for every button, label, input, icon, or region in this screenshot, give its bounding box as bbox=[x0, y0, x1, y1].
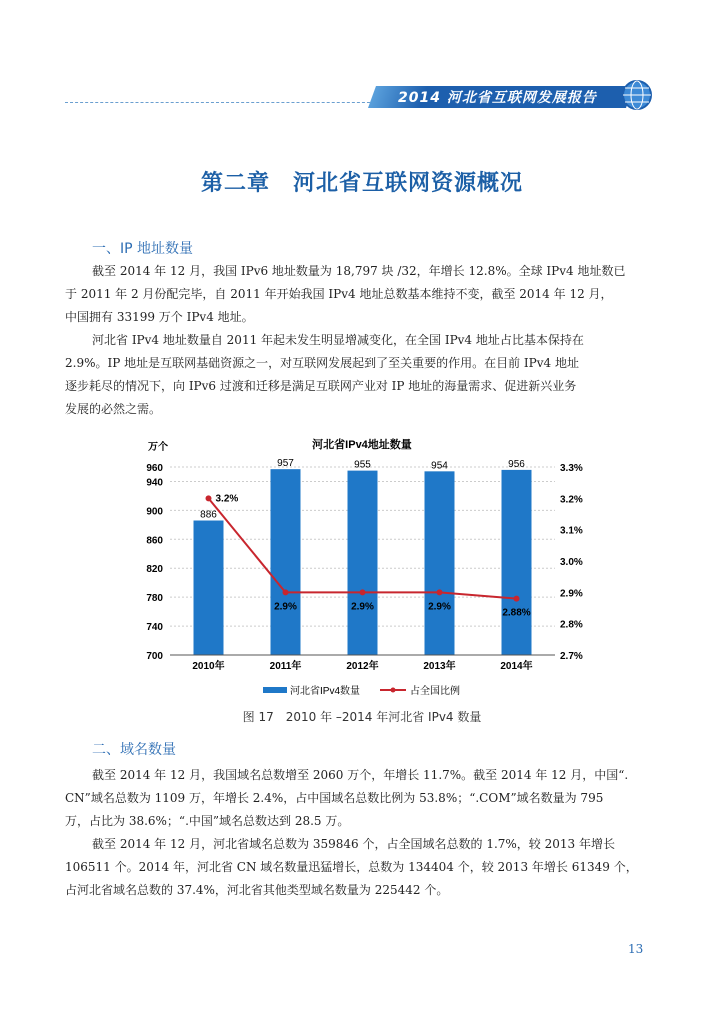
x-tick-label: 2010年 bbox=[192, 661, 225, 672]
page-number: 13 bbox=[628, 942, 644, 956]
y2-tick-label: 2.8% bbox=[560, 619, 583, 631]
text-line: 发展的必然之需。 bbox=[65, 402, 162, 416]
paragraph bbox=[65, 764, 661, 833]
bar bbox=[271, 469, 301, 655]
ratio-point bbox=[437, 589, 443, 595]
ratio-point bbox=[206, 495, 212, 501]
x-tick-label: 2014年 bbox=[500, 661, 533, 672]
legend-bar-label: 河北省IPv4数量 bbox=[290, 686, 361, 697]
text-line: 2.9%。IP 地址是互联网基础资源之一，对互联网发展起到了至关重要的作用。在目前 IPv4 地址 bbox=[65, 356, 579, 370]
y2-tick-label: 2.9% bbox=[560, 588, 583, 600]
y-tick-label: 740 bbox=[146, 622, 163, 634]
x-tick-label: 2012年 bbox=[346, 661, 379, 672]
text-line: 截至 2014 年 12 月，我国 IPv6 地址数量为 18,797 块 /32，年增长 12.8%。全球 IPv4 地址数已 bbox=[92, 264, 626, 278]
figure-caption: 图 17 2010 年 –2014 年河北省 IPv4 数量 bbox=[242, 710, 482, 724]
bar-value-label: 954 bbox=[431, 460, 448, 472]
text-line: 截至 2014 年 12 月，河北省域名总数为 359846 个，占全国域名总数的 1.7%，较 2013 年增长 bbox=[92, 837, 615, 851]
x-tick-label: 2011年 bbox=[269, 661, 302, 672]
ratio-point bbox=[360, 589, 366, 595]
y-tick-label: 940 bbox=[146, 477, 163, 489]
bar bbox=[425, 471, 455, 655]
bar-value-label: 955 bbox=[354, 459, 371, 471]
text-line: 占河北省域名总数的 37.4%，河北省其他类型域名数量为 225442 个。 bbox=[65, 883, 449, 897]
chart-title: 河北省IPv4地址数量 bbox=[312, 439, 412, 451]
x-tick-label: 2013年 bbox=[423, 661, 456, 672]
text-line: CN”域名总数为 1109 万，年增长 2.4%，占中国域名总数比例为 53.8%；“.COM”域名数量为 795 bbox=[65, 791, 604, 805]
text-line: 于 2011 年 2 月份配完毕，自 2011 年开始我国 IPv4 地址总数基本维持不变，截至 2014 年 12 月， bbox=[65, 287, 613, 301]
y-tick-label: 860 bbox=[146, 535, 163, 547]
ratio-label: 3.2% bbox=[215, 493, 239, 505]
ratio-label: 2.88% bbox=[502, 607, 531, 619]
paragraph bbox=[65, 833, 661, 902]
text-line: 106511 个。2014 年，河北省 CN 域名数量迅猛增长，总数为 134404 个，较 2013 年增长 61349 个， bbox=[65, 860, 638, 874]
y-tick-label: 700 bbox=[146, 651, 163, 662]
y-axis-label: 万个 bbox=[148, 442, 168, 453]
ratio-point bbox=[514, 596, 520, 602]
text-line: 中国拥有 33199 万个 IPv4 地址。 bbox=[65, 310, 254, 324]
text-line: 万，占比为 38.6%；“.中国”域名总数达到 28.5 万。 bbox=[65, 814, 350, 828]
bar-value-label: 957 bbox=[277, 458, 294, 470]
bar bbox=[502, 470, 532, 655]
y2-tick-label: 3.3% bbox=[560, 463, 583, 474]
y2-tick-label: 3.0% bbox=[560, 557, 583, 568]
y2-tick-label: 3.2% bbox=[560, 494, 583, 506]
y2-tick-label: 3.1% bbox=[560, 525, 583, 537]
ratio-point bbox=[283, 589, 289, 595]
bar bbox=[194, 521, 224, 655]
ratio-label: 2.9% bbox=[351, 601, 374, 613]
bar-value-label: 886 bbox=[200, 509, 217, 521]
text-line: 逐步耗尽的情况下，向 IPv6 过渡和迁移是满足互联网产业对 IP 地址的海量需求、促进新兴业务 bbox=[65, 379, 577, 393]
section-heading: 一、IP 地址数量 bbox=[92, 241, 194, 257]
ratio-label: 2.9% bbox=[274, 601, 297, 613]
header-title: 2014 河北省互联网发展报告 bbox=[398, 90, 597, 106]
legend-bar-swatch bbox=[263, 687, 287, 693]
chapter-title: 第二章 河北省互联网资源概况 bbox=[200, 170, 523, 196]
section-heading: 二、域名数量 bbox=[92, 742, 176, 758]
y-tick-label: 780 bbox=[146, 593, 163, 605]
text-line: 截至 2014 年 12 月，我国域名总数增至 2060 万个，年增长 11.7%。截至 2014 年 12 月，中国“. bbox=[92, 768, 629, 782]
bar bbox=[348, 471, 378, 655]
y-tick-label: 820 bbox=[146, 564, 163, 576]
text-line: 河北省 IPv4 地址数量自 2011 年起未发生明显增减变化，在全国 IPv4 地址占比基本保持在 bbox=[92, 333, 584, 347]
legend-line-marker bbox=[391, 688, 396, 693]
bar-value-label: 956 bbox=[508, 458, 525, 470]
legend-line-label: 占全国比例 bbox=[410, 686, 460, 697]
y-tick-label: 960 bbox=[146, 463, 163, 474]
y-tick-label: 900 bbox=[146, 506, 163, 518]
y2-tick-label: 2.7% bbox=[560, 651, 583, 662]
legend bbox=[263, 684, 460, 697]
ratio-label: 2.9% bbox=[428, 601, 451, 613]
